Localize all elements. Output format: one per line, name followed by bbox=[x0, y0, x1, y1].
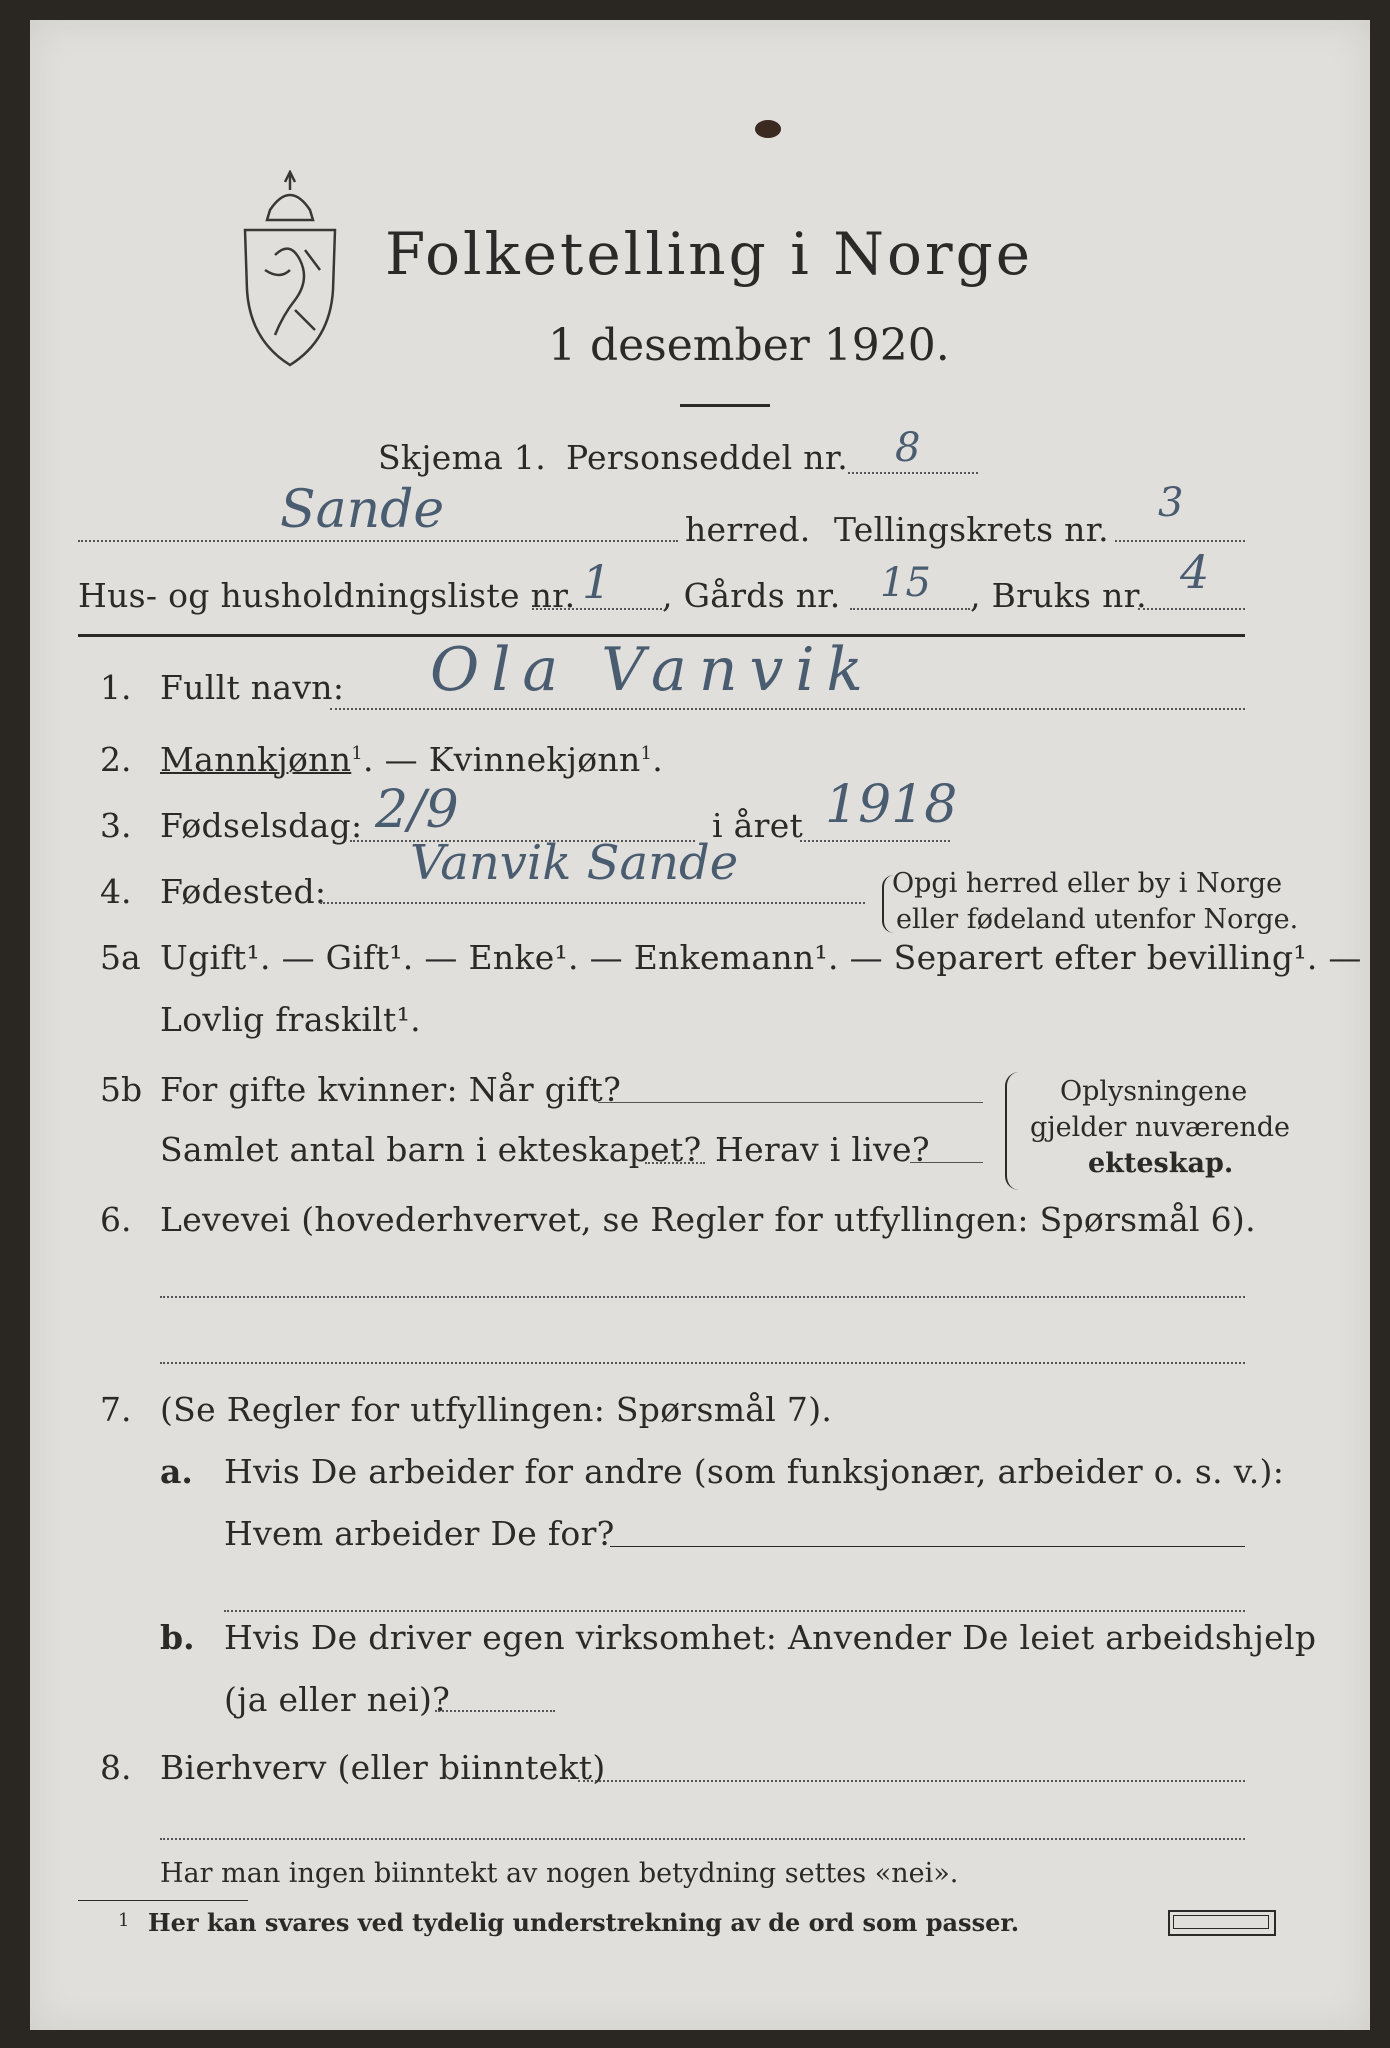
footnote-number: 1 bbox=[118, 1910, 130, 1931]
census-date: 1 desember 1920. bbox=[548, 320, 950, 371]
bruks-value: 4 bbox=[1180, 545, 1210, 599]
q2-sep: . — bbox=[363, 740, 429, 779]
q7-number: 7. bbox=[100, 1390, 132, 1429]
q7a-line-2: Hvem arbeider De for? bbox=[224, 1514, 615, 1553]
q5b-married-field[interactable] bbox=[598, 1102, 983, 1103]
q1-number: 1. bbox=[100, 668, 132, 707]
skjema-label: Skjema 1. bbox=[378, 438, 547, 477]
q2-female-sup: 1 bbox=[640, 743, 653, 764]
q6-field-1[interactable] bbox=[160, 1296, 1245, 1298]
q5b-children-field[interactable] bbox=[645, 1162, 705, 1164]
q3-label: Fødselsdag: bbox=[160, 806, 363, 845]
q7b-line-1: Hvis De driver egen virksomhet: Anvender De leiet arbeidshjelp bbox=[224, 1618, 1317, 1657]
q8-number: 8. bbox=[100, 1748, 132, 1787]
q7b-number: b. bbox=[160, 1618, 195, 1657]
q7b-line-2: (ja eller nei)? bbox=[224, 1680, 451, 1719]
q6-field-2[interactable] bbox=[160, 1362, 1245, 1364]
q2-options bbox=[160, 740, 663, 779]
q5b-note-3: ekteskap. bbox=[1088, 1148, 1234, 1179]
q5b-label-2: Samlet antal barn i ekteskapet? bbox=[160, 1130, 702, 1169]
q7a-line-1: Hvis De arbeider for andre (som funksjonær, arbeider o. s. v.): bbox=[224, 1452, 1285, 1491]
q1-field[interactable] bbox=[330, 708, 1245, 710]
q5a-number: 5a bbox=[100, 938, 141, 977]
q1-value: Ola Vanvik bbox=[430, 635, 875, 705]
q4-note-1: Opgi herred eller by i Norge bbox=[892, 868, 1283, 899]
q5b-note-1: Oplysningene bbox=[1060, 1076, 1248, 1107]
gards-field[interactable] bbox=[850, 608, 970, 610]
q8-field-1[interactable] bbox=[578, 1780, 1245, 1782]
q7b-field[interactable] bbox=[435, 1710, 555, 1712]
printer-stamp-inner bbox=[1173, 1915, 1269, 1929]
q5b-alive-field[interactable] bbox=[910, 1162, 983, 1163]
q2-male-option[interactable]: Mannkjønn bbox=[160, 740, 352, 779]
q5a-line-1: Ugift¹. — Gift¹. — Enke¹. — Enkemann¹. — Separert efter bevilling¹. — bbox=[160, 938, 1362, 977]
q3-year-field[interactable] bbox=[800, 840, 950, 842]
personseddel-field[interactable] bbox=[848, 472, 978, 474]
q7a-field-2[interactable] bbox=[224, 1610, 1245, 1612]
footnote-divider bbox=[78, 1900, 248, 1901]
form-title: Folketelling i Norge bbox=[385, 220, 1034, 288]
q2-number: 2. bbox=[100, 740, 132, 779]
husliste-label: Hus- og husholdningsliste nr. bbox=[78, 576, 576, 615]
title-divider bbox=[680, 404, 770, 407]
herred-label: herred. bbox=[685, 510, 811, 549]
q4-note-2: eller fødeland utenfor Norge. bbox=[896, 904, 1299, 935]
q4-number: 4. bbox=[100, 872, 132, 911]
q2-female-option[interactable]: Kvinnekjønn bbox=[428, 740, 641, 779]
bruks-field[interactable] bbox=[1138, 608, 1245, 610]
q3-date-value: 2/9 bbox=[375, 780, 459, 840]
gards-value: 15 bbox=[880, 560, 931, 606]
coat-of-arms-icon bbox=[235, 170, 345, 374]
no-income-note: Har man ingen biinntekt av nogen betydning settes «nei». bbox=[160, 1858, 959, 1889]
q5b-number: 5b bbox=[100, 1070, 143, 1109]
census-form-sheet bbox=[30, 20, 1370, 2030]
q5b-label-1: For gifte kvinner: Når gift? bbox=[160, 1070, 622, 1109]
q3-year-label: i året bbox=[712, 806, 804, 845]
q5a-line-2: Lovlig fraskilt¹. bbox=[160, 1000, 421, 1039]
q5b-label-3: Herav i live? bbox=[715, 1130, 930, 1169]
q4-field[interactable] bbox=[320, 902, 865, 904]
q7a-field-1[interactable] bbox=[610, 1546, 1245, 1547]
q4-label: Fødested: bbox=[160, 872, 327, 911]
q6-label: Levevei (hovederhvervet, se Regler for utfyllingen: Spørsmål 6). bbox=[160, 1200, 1256, 1239]
q8-field-2[interactable] bbox=[160, 1838, 1245, 1840]
bruks-label: , Bruks nr. bbox=[970, 576, 1147, 615]
tellingskrets-label: Tellingskrets nr. bbox=[834, 510, 1109, 549]
q3-year-value: 1918 bbox=[825, 775, 958, 835]
gards-label: , Gårds nr. bbox=[662, 576, 841, 615]
footnote-text: Her kan svares ved tydelig understrekning av de ord som passer. bbox=[148, 1908, 1020, 1937]
personseddel-value: 8 bbox=[895, 425, 921, 471]
q7-label: (Se Regler for utfyllingen: Spørsmål 7). bbox=[160, 1390, 833, 1429]
q8-label: Bierhverv (eller biinntekt) bbox=[160, 1748, 606, 1787]
husliste-value: 1 bbox=[582, 555, 612, 609]
q2-male-sup: 1 bbox=[351, 743, 364, 764]
personseddel-label: Personseddel nr. bbox=[566, 438, 849, 477]
q7a-number: a. bbox=[160, 1452, 193, 1491]
q6-number: 6. bbox=[100, 1200, 132, 1239]
q4-value: Vanvik Sande bbox=[410, 835, 739, 891]
q5b-note-2: gjelder nuværende bbox=[1030, 1112, 1290, 1143]
punch-hole bbox=[755, 120, 781, 138]
q3-number: 3. bbox=[100, 806, 132, 845]
q2-end: . bbox=[652, 740, 664, 779]
q5b-brace bbox=[1005, 1072, 1019, 1190]
q1-label: Fullt navn: bbox=[160, 668, 345, 707]
tellingskrets-field[interactable] bbox=[1115, 540, 1245, 542]
herred-field[interactable] bbox=[78, 540, 678, 542]
herred-value: Sande bbox=[280, 480, 445, 540]
tellingskrets-value: 3 bbox=[1158, 480, 1184, 526]
